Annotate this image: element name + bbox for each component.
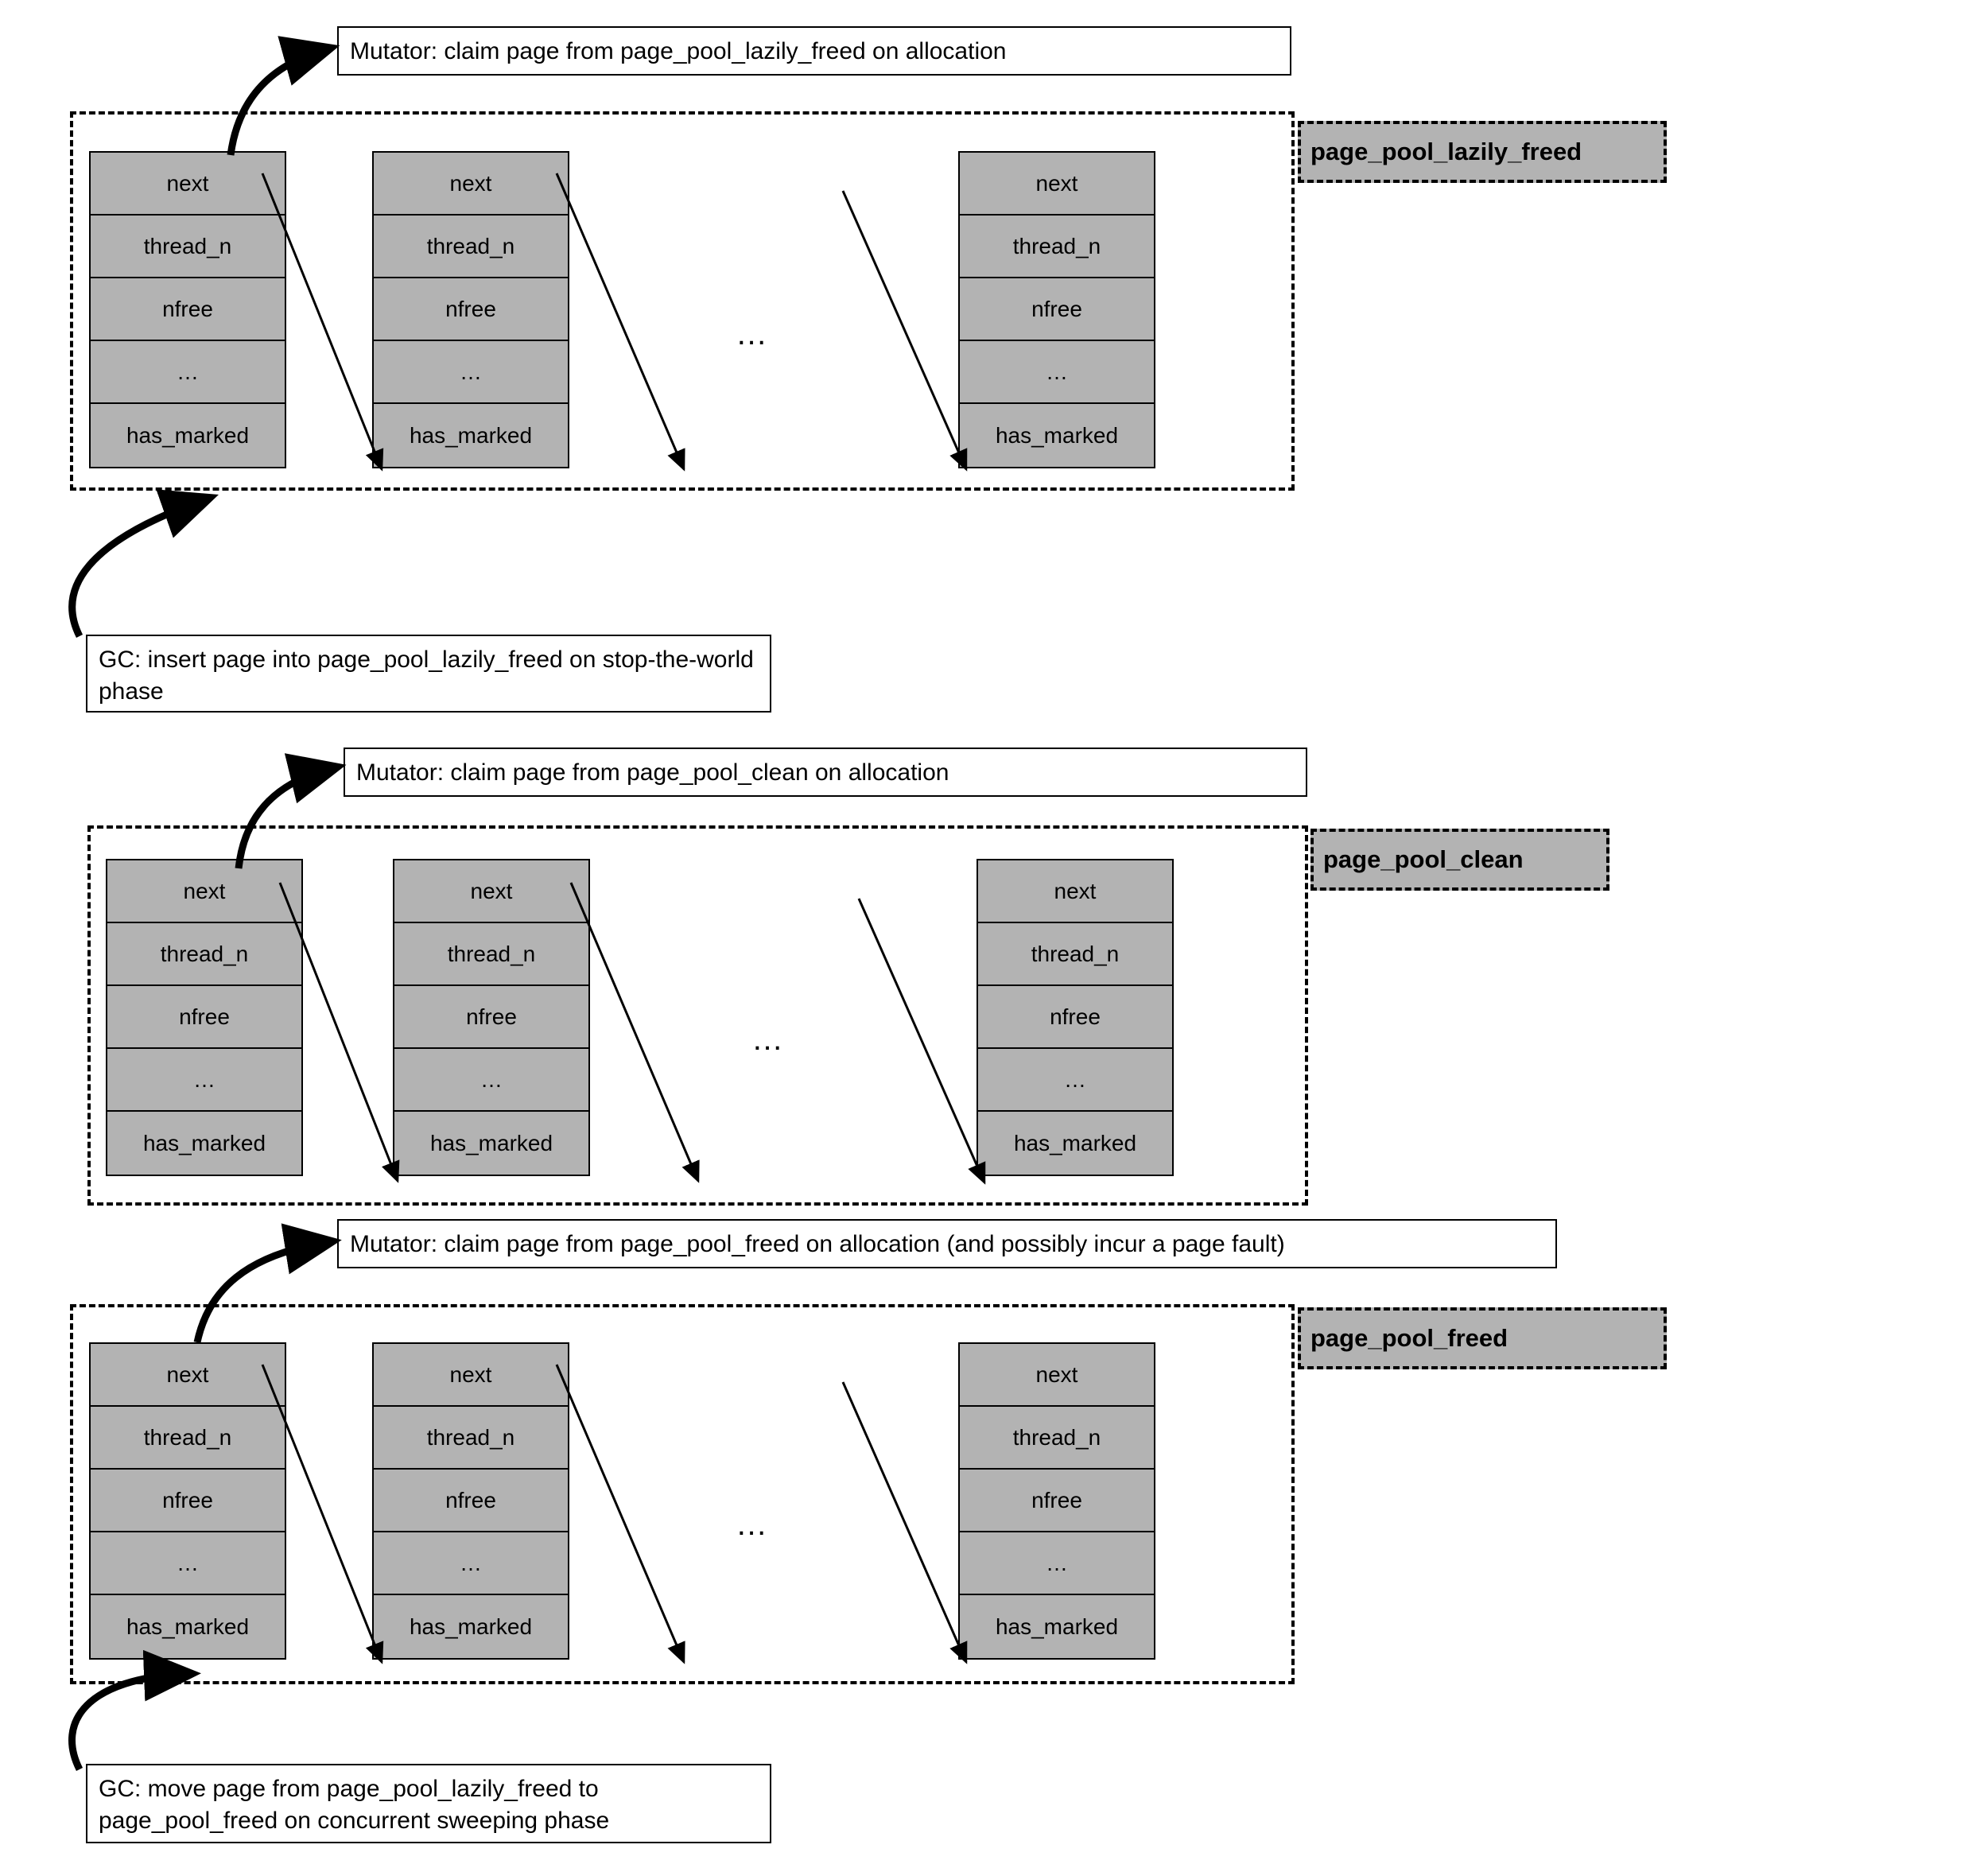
page-field-ellipsis: … <box>978 1049 1172 1112</box>
page-field-has-marked: has_marked <box>995 422 1119 448</box>
page-struct <box>958 1342 1155 1660</box>
page-field-ellipsis: … <box>960 341 1154 404</box>
page-field-ellipsis: … <box>374 341 568 404</box>
pool-label-text: page_pool_lazily_freed <box>1310 138 1582 165</box>
pool-label-freed <box>1298 1307 1667 1369</box>
page-field-thread-n: thread_n <box>394 923 588 986</box>
page-field-next: next <box>374 1344 568 1407</box>
page-field-nfree: nfree <box>978 986 1172 1049</box>
note-mutator-clean <box>344 748 1307 797</box>
page-field-nfree: nfree <box>91 278 285 341</box>
pool-label-lazily-freed <box>1298 121 1667 183</box>
page-field-next: next <box>394 860 588 923</box>
page-field-ellipsis: … <box>91 1532 285 1595</box>
struct-gap-ellipsis: … <box>736 1507 771 1542</box>
note-text: Mutator: claim page from page_pool_clean on allocation <box>356 759 949 786</box>
page-field-ellipsis: … <box>394 1049 588 1112</box>
page-field-has-marked: has_marked <box>995 1614 1119 1639</box>
page-field-nfree: nfree <box>960 1470 1154 1532</box>
page-field-has-marked: has_marked <box>1013 1130 1137 1155</box>
page-field-thread-n: thread_n <box>91 1407 285 1470</box>
page-struct <box>958 151 1155 468</box>
note-text: Mutator: claim page from page_pool_freed on allocation (and possibly incur a page fault) <box>350 1231 1285 1257</box>
note-gc-insert-lazily-freed <box>86 635 771 713</box>
page-field-nfree: nfree <box>374 1470 568 1532</box>
page-field-ellipsis: … <box>374 1532 568 1595</box>
page-field-ellipsis: … <box>107 1049 301 1112</box>
page-field-thread-n: thread_n <box>960 1407 1154 1470</box>
note-text: GC: insert page into page_pool_lazily_freed on stop-the-world phase <box>99 647 754 705</box>
page-field-next: next <box>960 153 1154 216</box>
page-field-next: next <box>960 1344 1154 1407</box>
page-field-nfree: nfree <box>394 986 588 1049</box>
page-struct <box>977 859 1174 1176</box>
note-text: GC: move page from page_pool_lazily_freed to page_pool_freed on concurrent sweeping phase <box>99 1776 610 1834</box>
note-text: Mutator: claim page from page_pool_lazily_freed on allocation <box>350 38 1007 64</box>
pool-label-clean <box>1310 829 1609 891</box>
page-field-ellipsis: … <box>960 1532 1154 1595</box>
page-field-next: next <box>374 153 568 216</box>
page-field-nfree: nfree <box>91 1470 285 1532</box>
page-struct <box>372 1342 569 1660</box>
gc-move-arrow <box>72 1674 187 1769</box>
page-field-nfree: nfree <box>107 986 301 1049</box>
note-gc-move-freed <box>86 1764 771 1843</box>
page-field-has-marked: has_marked <box>142 1130 266 1155</box>
pool-label-text: page_pool_clean <box>1323 845 1524 873</box>
page-field-next: next <box>91 1344 285 1407</box>
page-field-has-marked: has_marked <box>126 1614 250 1639</box>
page-field-thread-n: thread_n <box>107 923 301 986</box>
page-field-ellipsis: … <box>91 341 285 404</box>
page-struct <box>106 859 303 1176</box>
page-field-thread-n: thread_n <box>374 216 568 278</box>
page-field-next: next <box>978 860 1172 923</box>
page-struct <box>393 859 590 1176</box>
page-field-nfree: nfree <box>374 278 568 341</box>
page-field-next: next <box>91 153 285 216</box>
page-field-has-marked: has_marked <box>409 1614 533 1639</box>
struct-gap-ellipsis: … <box>736 316 771 351</box>
note-mutator-lazily-freed <box>337 26 1291 76</box>
struct-gap-ellipsis: … <box>751 1022 787 1057</box>
page-struct <box>89 151 286 468</box>
gc-insert-arrow <box>72 499 205 636</box>
page-field-next: next <box>107 860 301 923</box>
page-field-thread-n: thread_n <box>960 216 1154 278</box>
page-field-thread-n: thread_n <box>91 216 285 278</box>
page-struct <box>372 151 569 468</box>
pool-label-text: page_pool_freed <box>1310 1324 1508 1352</box>
page-field-has-marked: has_marked <box>126 422 250 448</box>
page-field-has-marked: has_marked <box>409 422 533 448</box>
note-mutator-freed <box>337 1219 1557 1268</box>
page-field-nfree: nfree <box>960 278 1154 341</box>
page-field-has-marked: has_marked <box>429 1130 553 1155</box>
page-struct <box>89 1342 286 1660</box>
page-field-thread-n: thread_n <box>978 923 1172 986</box>
page-field-thread-n: thread_n <box>374 1407 568 1470</box>
